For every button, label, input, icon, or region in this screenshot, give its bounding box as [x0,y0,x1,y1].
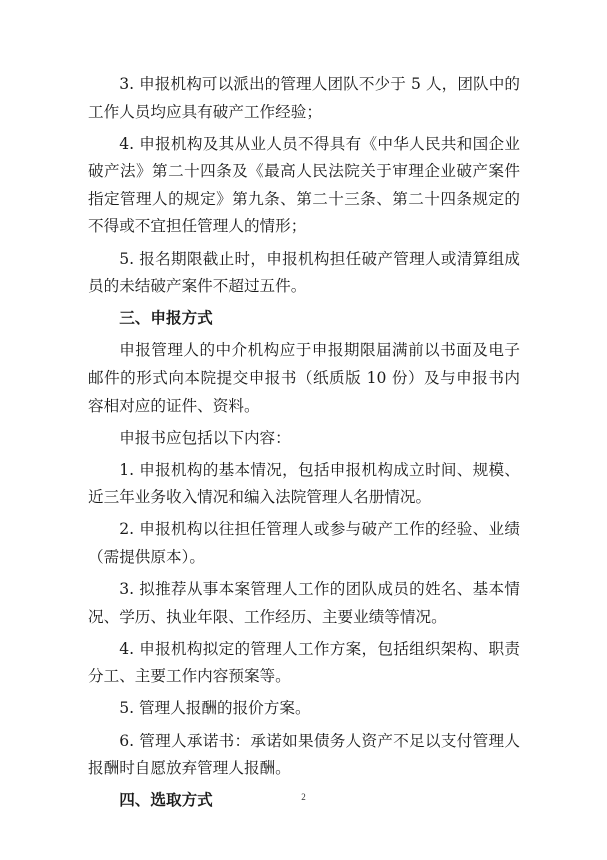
section-heading-4: 四、选取方式 [119,791,213,810]
paragraph-contents-intro: 申报书应包括以下内容： [119,428,291,447]
paragraph-item-4: 4. 申报机构及其从业人员不得具有《中华人民共和国企业破产法》第二十四条及《最高人民法院关于审理企业破产案件指定管理人的规定》第九条、第二十三条、第二十四条规定的不得或不宜担任管理人的情形； [88,134,520,236]
paragraph-item-3: 3. 申报机构可以派出的管理人团队不少于 5 人，团队中的工作人员均应具有破产工作经验； [88,75,520,121]
paragraph-content-2: 2. 申报机构以往担任管理人或参与破产工作的经验、业绩（需提供原本）。 [88,520,520,566]
page-number: 2 [301,792,306,802]
section-heading-3: 三、申报方式 [119,309,213,328]
paragraph-content-3: 3. 拟推荐从事本案管理人工作的团队成员的姓名、基本情况、学历、执业年限、工作经历、主要业绩等情况。 [88,580,520,626]
paragraph-content-5: 5. 管理人报酬的报价方案。 [119,699,311,718]
paragraph-application-method: 申报管理人的中介机构应于申报期限届满前以书面及电子邮件的形式向本院提交申报书（纸质版 10 份）及与申报书内容相对应的证件、资料。 [88,341,520,415]
paragraph-content-6: 6. 管理人承诺书：承诺如果债务人资产不足以支付管理人报酬时自愿放弃管理人报酬。 [88,731,520,778]
paragraph-content-1: 1. 申报机构的基本情况，包括申报机构成立时间、规模、近三年业务收入情况和编入法院管理人名册情况。 [88,460,520,507]
paragraph-item-5: 5. 报名期限截止时，申报机构担任破产管理人或清算组成员的未结破产案件不超过五件。 [88,249,520,296]
paragraph-content-4: 4. 申报机构拟定的管理人工作方案，包括组织架构、职责分工、主要工作内容预案等。 [88,639,520,686]
document-body [88,71,520,819]
